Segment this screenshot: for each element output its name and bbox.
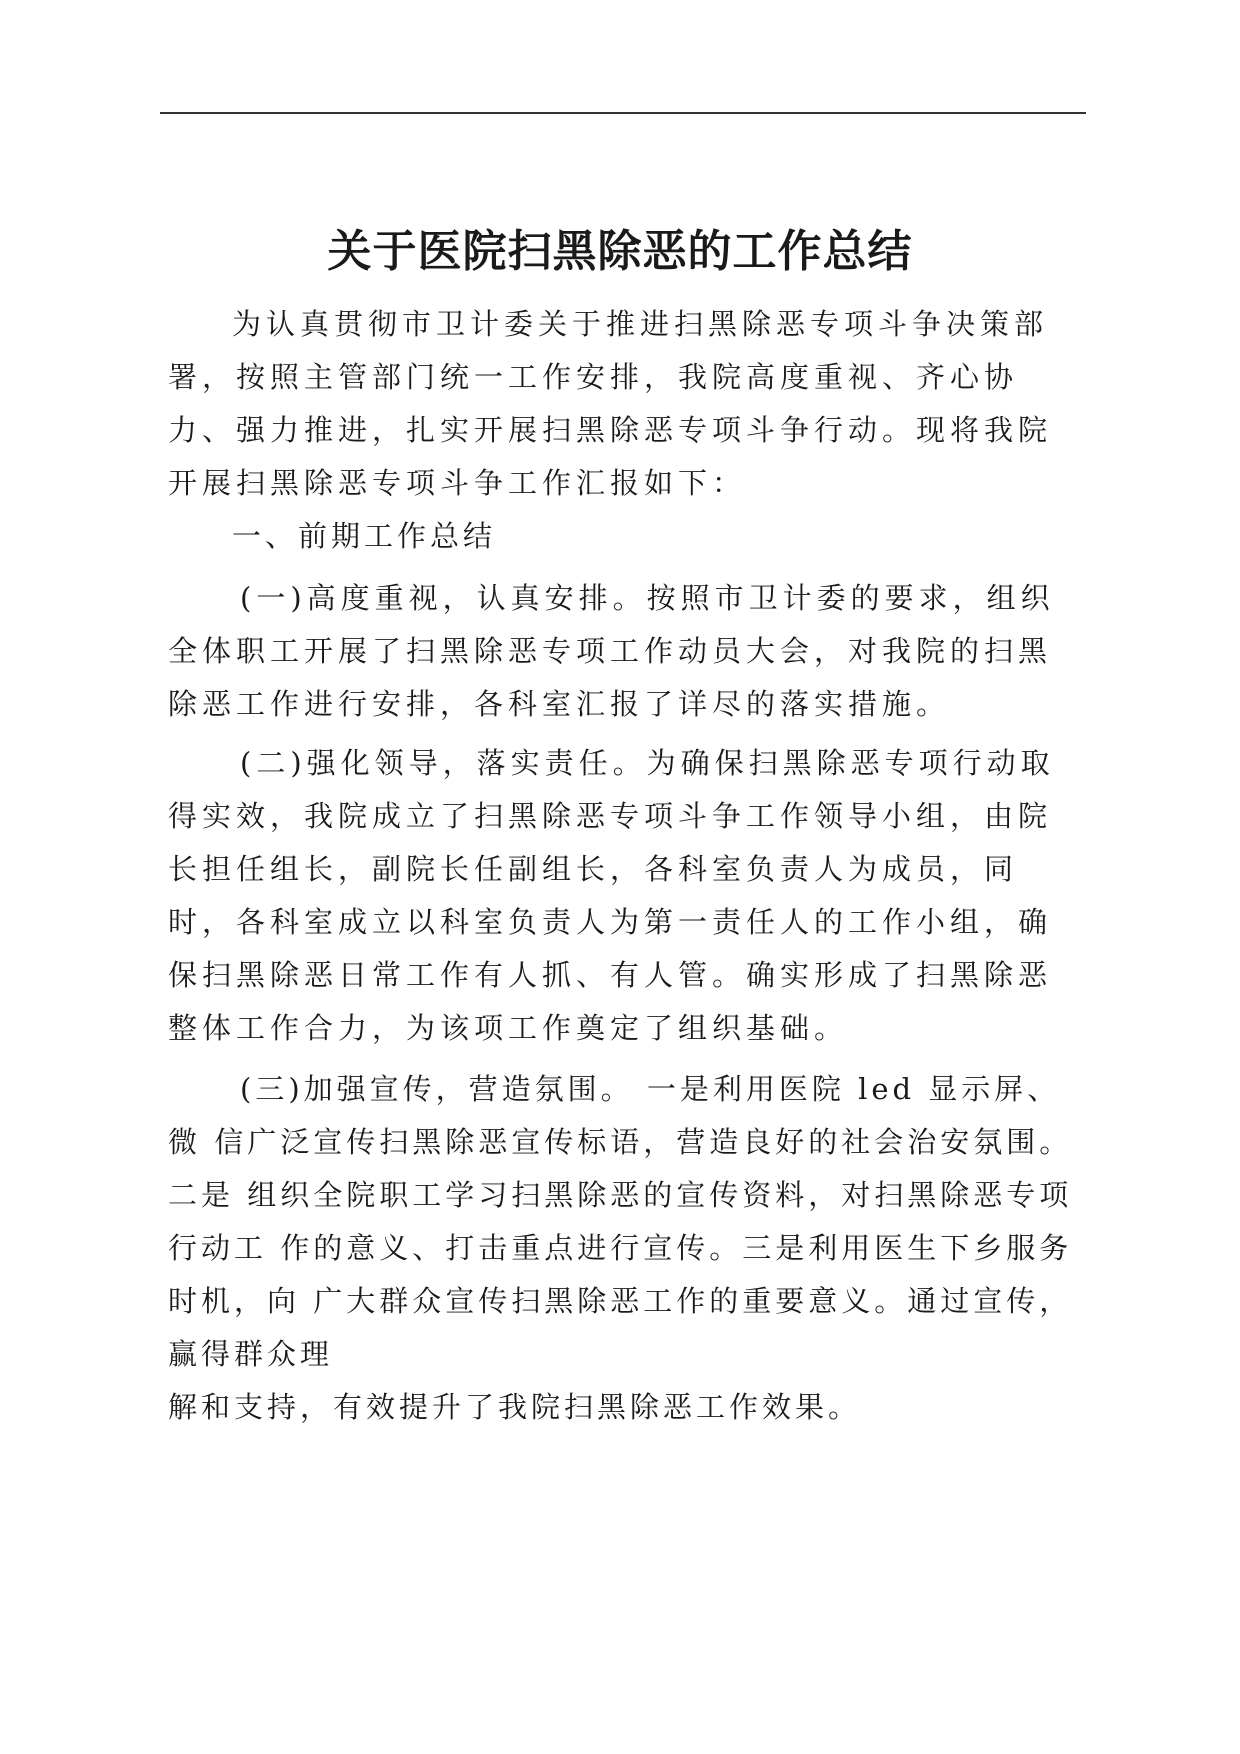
intro-paragraph: 为认真贯彻市卫计委关于推进扫黑除恶专项斗争决策部署，按照主管部门统一工作安排，我院高度重视、齐心协力、强力推进，扎实开展扫黑除恶专项斗争行动。现将我院开展扫黑除恶专项斗争工作汇报如下： — [168, 307, 1053, 500]
item-2-paragraph: (二)强化领导，落实责任。为确保扫黑除恶专项行动取得实效，我院成立了扫黑除恶专项斗争工作领导小组，由院长担任组长，副院长任副组长，各科室负责人为成员，同时，各科室成立以科室负责人为第一责任人的工作小组，确保扫黑除恶日常工作有人抓、有人管。确实形成了扫黑除恶整体工作合力，为该项工作奠定了组织基础。 — [168, 746, 1055, 1045]
item-3-paragraph — [168, 1063, 1080, 1434]
item-3-line: 赢得群众理 — [168, 1337, 334, 1371]
item-3-line: 时机，向 广大群众宣传扫黑除恶工作的重要意义。通过宣传， — [168, 1284, 1073, 1318]
item-3-line: 二是 组织全院职工学习扫黑除恶的宣传资料，对扫黑除恶专项 — [168, 1178, 1073, 1212]
item-1-paragraph: (一)高度重视，认真安排。按照市卫计委的要求，组织全体职工开展了扫黑除恶专项工作动员大会，对我院的扫黑除恶工作进行安排，各科室汇报了详尽的落实措施。 — [168, 581, 1055, 721]
item-3-line: (三)加强宣传，营造氛围。 一是利用医院 led 显示屏、 — [240, 1072, 1061, 1106]
header-rule — [160, 112, 1086, 114]
document-title: 关于医院扫黑除恶的工作总结 — [327, 226, 913, 277]
item-3-line: 解和支持，有效提升了我院扫黑除恶工作效果。 — [168, 1390, 862, 1424]
section-heading-1: 一、前期工作总结 — [232, 519, 497, 553]
item-3-line: 行动工 作的意义、打击重点进行宣传。三是利用医生下乡服务 — [168, 1231, 1073, 1265]
item-3-line: 微 信广泛宣传扫黑除恶宣传标语，营造良好的社会治安氛围。 — [168, 1125, 1073, 1159]
